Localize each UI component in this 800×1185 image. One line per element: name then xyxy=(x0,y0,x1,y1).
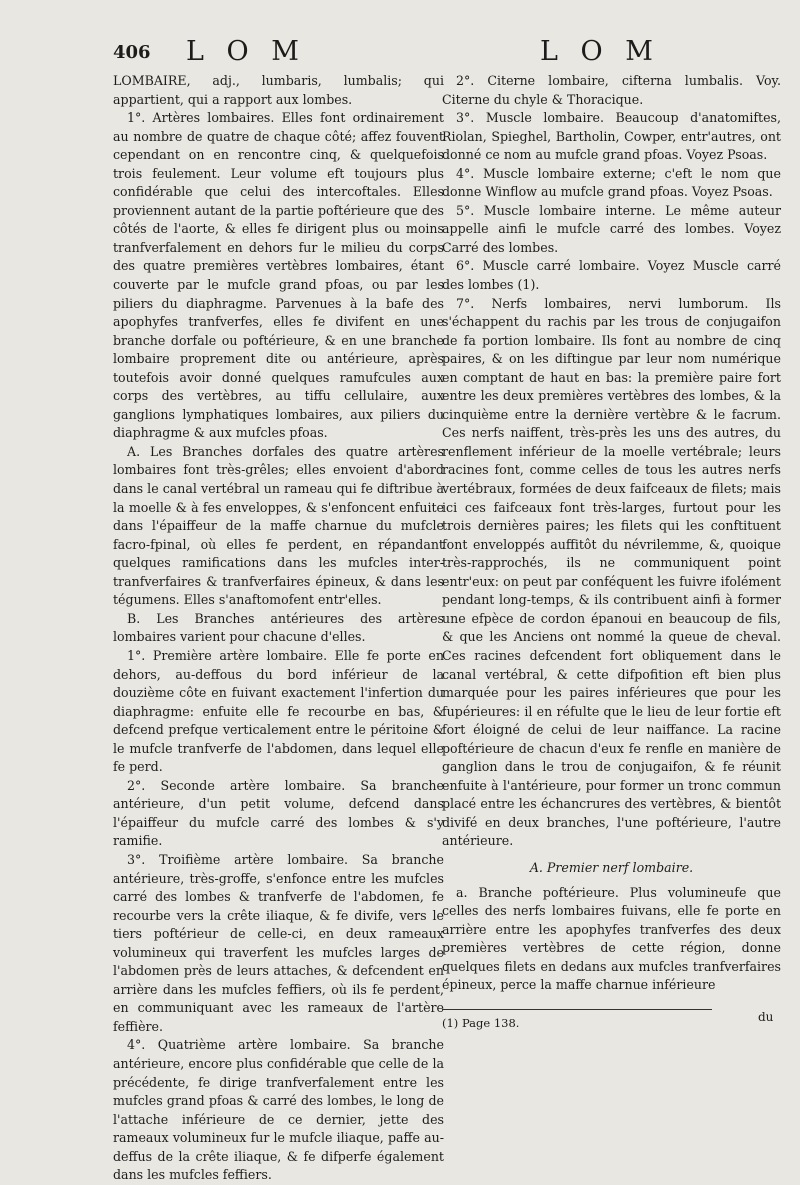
paragraph-nerfs-lombaires: 7°. Nerfs lombaires, nervi lumborum. Ils s'échappent du rachis par les trous de conjugaifon de fa portion lombaire. Ils font au nombre de cinq paires, & on les diftingue par leur nom numérique en comptant de haut en bas: la première paire fort entre les deux premières vertèbres des lombes, & la cinquième entre la dernière vertèbre & le facrum. Ces nerfs naiffent, très-près les uns des autres, du renflement inférieur de la moelle vertébrale; leurs racines font, comme celles de tous les autres nerfs vertébraux, formées de deux faifceaux de filets; mais ici ces faifceaux font très-larges, furtout pour les trois dernières paires; les filets qui les conftituent font enveloppés auffitôt du névrilemme, &, quoique très-rapprochés, ils ne communiquent point entr'eux: on peut par conféquent les fuivre ifolément pendant long-temps, & ils contribuent ainfi à former une efpèce de cordon épanoui en beaucoup de fils, & que les Anciens ont nommé la queue de cheval. Ces racines defcendent fort obliquement dans le canal vertébral, & cette difpofition eft bien plus marquée pour les paires inférieures que pour les fupérieures: il en réfulte que le lieu de leur fortie eft fort éloigné de celui de leur naiffance. La racine poftérieure de chacun d'eux fe renfle en manière de ganglion dans le trou de conjugaifon, & fe réunit enfuite à l'antérieure, pour former un tronc commun placé entre les échancrures des vertèbres, & bientôt divifé en deux branches, l'une poftérieure, l'autre antérieure. xyxy=(442,295,781,849)
page-number: 406 xyxy=(113,42,151,63)
paragraph-branches-anterieures: B. Les Branches antérieures des artères lombaires varient pour chacune d'elles. xyxy=(113,610,444,645)
paragraph-quatrieme-artere: 4°. Quatrième artère lombaire. Sa branche antérieure, encore plus confidérable que celle de la précédente, fe dirige tranfverfalement entre les mufcles grand pfoas & carré des lombes, le long de l'attache inférieure de ce dernier, jette des rameaux volumineux fur le mufcle iliaque, paffe au-deffus de la crête iliaque, & fe difperfe également dans les mufcles feffiers. xyxy=(113,1037,444,1183)
paragraph-muscle-lombaire: 3°. Muscle lombaire. Beaucoup d'anatomiftes, Riolan, Spieghel, Bartholin, Cowper, entr'autres, ont donné ce nom au mufcle grand pfoas. Voyez Psoas. xyxy=(442,110,781,163)
paragraph-muscle-lombaire-interne: 5°. Muscle lombaire interne. Le même auteur appelle ainfi le mufcle carré des lombes. Voyez Carré des lombes. xyxy=(442,202,781,255)
right-column xyxy=(442,72,781,1032)
paragraph-arteres-lombaires: 1°. Artères lombaires. Elles font ordinairement au nombre de quatre de chaque côté; affez fouvent cependant on en rencontre cinq, & quelquefois trois feulement. Leur volume eft toujours plus confidérable que celui des intercoftales. Elles proviennent autant de la partie poftérieure que des côtés de l'aorte, & elles fe dirigent plus ou moins tranfverfalement en dehors fur le milieu du corps des quatre premières vertèbres lombaires, étant couverte par le mufcle grand pfoas, ou par les piliers du diaphragme. Parvenues à la bafe des apophyfes tranfverfes, elles fe divifent en une branche dorfale ou poftérieure, & en une branche lombaire proprement dite ou antérieure, après toutefois avoir donné quelques ramufcules aux corps des vertèbres, au tiffu cellulaire, aux ganglions lymphatiques lombaires, aux piliers du diaphragme & aux mufcles pfoas. xyxy=(113,110,444,441)
paragraph-citerne-lombaire: 2°. Citerne lombaire, cifterna lumbalis. Voy. Citerne du chyle & Thoracique. xyxy=(442,73,781,107)
paragraph-premiere-artere: 1°. Première artère lombaire. Elle fe porte en dehors, au-deffous du bord inférieur de la douzième côte en fuivant exactement l'infertion du diaphragme: enfuite elle fe recourbe en bas, & defcend prefque verticalement entre le péritoine & le mufcle tranfverfe de l'abdomen, dans lequel elle fe perd. xyxy=(113,647,444,775)
paragraph-troisieme-artere: 3°. Troifième artère lombaire. Sa branche antérieure, très-groffe, s'enfonce entre les mufcles carré des lombes & tranfverfe de l'abdomen, fe recourbe vers la crête iliaque, & fe divife, vers le tiers poftérieur de celle-ci, en deux rameaux volumineux qui traverfent les mufcles larges de l'abdomen près de leurs attaches, & defcendent en arrière dans les mufcles feffiers, où ils fe perdent, en communiquant avec les rameaux de l'artère feffière. xyxy=(113,851,444,1034)
paragraph-muscle-lombaire-externe: 4°. Muscle lombaire externe; c'eft le nom que donne Winflow au mufcle grand pfoas. Voyez Psoas. xyxy=(442,165,781,200)
running-head-left: L O M xyxy=(186,36,306,67)
footnote: (1) Page 138. xyxy=(442,1015,520,1030)
catchword: du xyxy=(758,1010,774,1024)
running-head-right: L O M xyxy=(540,36,660,67)
left-column xyxy=(113,72,444,1185)
paragraph-branche-posterieure: a. Branche poftérieure. Plus volumineufe que celles des nerfs lombaires fuivans, elle fe porte en arrière entre les apophyfes tranfverfes des deux premières vertèbres de cette région, donne quelques filets en dedans aux mufcles tranfverfaires épineux, perce la maffe charnue inférieure xyxy=(442,884,781,993)
paragraph-branches-dorsales: A. Les Branches dorfales des quatre artères lombaires font très-grêles; elles envoient d'abord dans le canal vertébral un rameau qui fe diftribue à la moelle & à fes enveloppes, & s'enfoncent enfuite dans l'épaiffeur de la maffe charnue du mufcle facro-fpinal, où elles fe perdent, en répandant quelques ramifications dans les mufcles inter-tranfverfaires & tranfverfaires épineux, & dans les tégumens. Elles s'anaftomofent entr'elles. xyxy=(113,443,444,608)
paragraph-muscle-carre-lombaire: 6°. Muscle carré lombaire. Voyez Muscle carré des lombes (1). xyxy=(442,258,781,293)
section-heading-premier-nerf: A. Premier nerf lombaire. xyxy=(529,859,694,875)
entry-lombaire: LOMBAIRE, adj., lumbaris, lumbalis; qui appartient, qui a rapport aux lombes. xyxy=(113,73,444,107)
paragraph-seconde-artere: 2°. Seconde artère lombaire. Sa branche antérieure, d'un petit volume, defcend dans l'épaiffeur du mufcle carré des lombes & s'y ramifie. xyxy=(113,777,444,849)
page-header xyxy=(0,26,800,66)
footnote-divider xyxy=(442,1009,712,1010)
